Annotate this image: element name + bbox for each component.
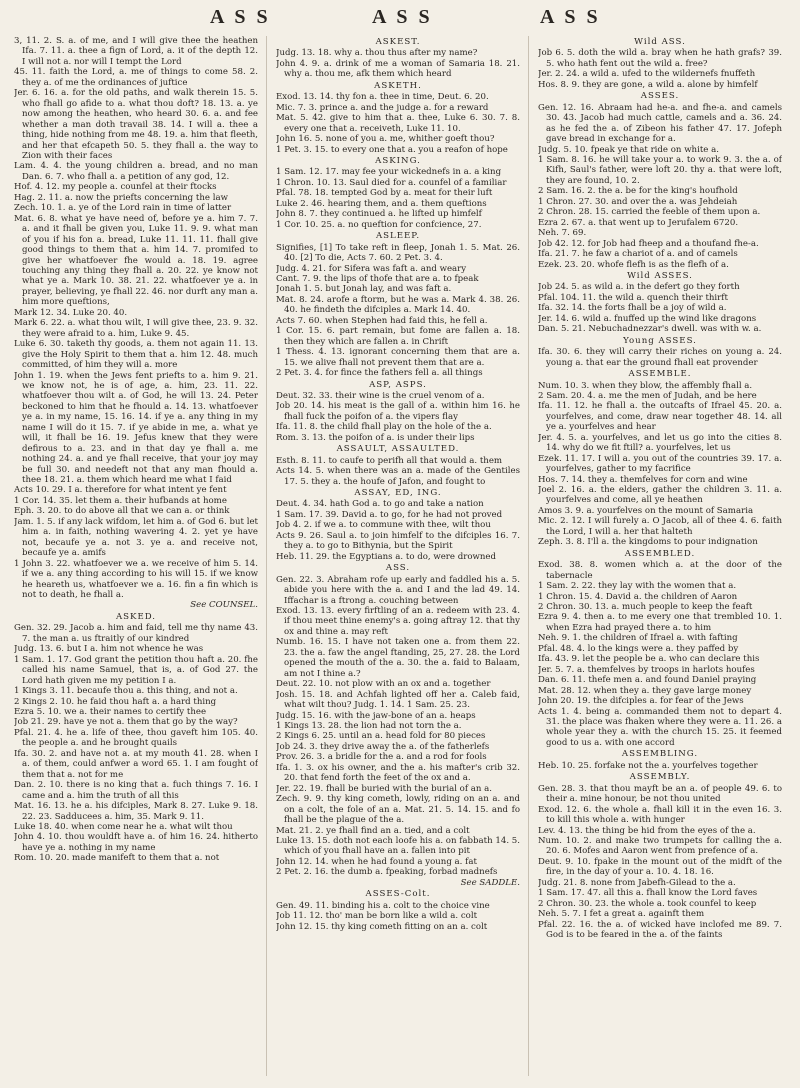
concordance-entry: Ifa. 21. 7. he faw a chariot of a. and of camels xyxy=(538,249,738,260)
entry-heading: ASKETH. xyxy=(374,80,422,91)
concordance-entry: Deut. 4. 34. hath God a. to go and take a nation xyxy=(276,499,484,510)
concordance-entry: Numb. 16. 15. I have not taken one a. from them 22. 23. the a. faw the angel ftanding, 25, 27. 28. the Lord opened the mouth of the a. 30. the a. faid to Balaam, am not I thine a.? xyxy=(276,637,520,679)
concordance-entry: Acts 1. 4. being a. commanded them not to depart 4. 31. the place was fhaken where they were a. 11. 26. a whole year they a. with the church 15. 25. it feemed good to us a. with one accord xyxy=(538,706,782,748)
concordance-entry: Luke 6. 30. taketh thy goods, a. them not again 11. 13. give the Holy Spirit to them that a. him 12. 48. much committed, of him they will a. more xyxy=(14,339,258,371)
concordance-entry: Signifies, [1] To take reft in fleep, Jonah 1. 5. Mat. 26. 40. [2] To die, Acts 7. 60. 2 Pet. 3. 4. xyxy=(276,242,520,264)
concordance-entry: Hos. 7. 14. they a. themfelves for corn and wine xyxy=(538,474,748,485)
concordance-entry: Gen. 12. 16. Abraam had he-a. and fhe-a. and camels 30. 43. Jacob had much cattle, camels and a. 36. 24. as he fed the a. of Zibeon his father 47. 17. Jofeph gave bread in exchange for a. xyxy=(538,102,782,145)
concordance-entry: Jonah 1. 5. but Jonah lay, and was faft a. xyxy=(276,284,452,295)
concordance-entry: Pfal. 48. 4. lo the kings were a. they paffed by xyxy=(538,643,739,654)
concordance-entry: Zeph. 3. 8. I'll a. the kingdoms to pour indignation xyxy=(538,537,758,548)
concordance-entry: Ifa. 11. 8. the child fhall play on the hole of the a. xyxy=(276,422,492,433)
concordance-entry: Exod. 38. 8. women which a. at the door of the tabernacle xyxy=(538,560,782,581)
concordance-entry: Jer. 22. 19. fhall be buried with the burial of an a. xyxy=(276,783,493,794)
entry-heading: ASLEEP. xyxy=(375,231,421,242)
concordance-entry: Mic. 2. 12. I will furely a. O Jacob, all of thee 4. 6. faith the Lord, I will a. her that halteth xyxy=(538,516,782,537)
concordance-entry: Deut. 32. 33. their wine is the cruel venom of a. xyxy=(276,390,485,401)
concordance-entry: Mat. 28. 12. when they a. they gave large money xyxy=(538,685,752,696)
concordance-entry: Exod. 13. 13. every firftling of an a. redeem with 23. 4. if thou meet thine enemy's a. going aftray 12. that thy ox and thine a. may reft xyxy=(276,606,520,637)
concordance-entry: Ifa. 43. 9. let the people be a. who can declare this xyxy=(538,654,760,665)
concordance-entry: 1 Chron. 15. 4. David a. the children of Aaron xyxy=(538,591,738,602)
column-1 xyxy=(14,36,258,1082)
header-right: A S S xyxy=(540,6,601,28)
concordance-entry: Job 11. 12. tho' man be born like a wild a. colt xyxy=(276,911,478,922)
concordance-entry: John 12. 14. when he had found a young a. fat xyxy=(276,856,477,867)
concordance-entry: Mat. 5. 42. give to him that a. thee, Luke 6. 30. 7. 8. every one that a. receiveth, Luke 11. 10. xyxy=(276,113,520,134)
see-also: See SADDLE. xyxy=(460,877,520,888)
concordance-entry: Mark 12. 34. Luke 20. 40. xyxy=(14,307,128,318)
concordance-entry: Neh. 7. 69. xyxy=(538,228,587,239)
concordance-entry: Jer. 5. 7. a. themfelves by troops in harlots houfes xyxy=(538,664,755,675)
entry-heading: ASSEMBLING. xyxy=(621,749,699,760)
concordance-entry: Ezek. 11. 17. I will a. you out of the countries 39. 17. a. yourfelves, gather to my facrifice xyxy=(538,453,782,475)
concordance-entry: Exod. 13. 14. thy fon a. thee in time, Deut. 6. 20. xyxy=(276,92,489,103)
concordance-entry: Mat. 8. 24. arofe a ftorm, but he was a. Mark 4. 38. 26. 40. he findeth the difciples a. Mark 14. 40. xyxy=(276,294,520,316)
concordance-entry: Pfal. 21. 4. he a. life of thee, thou gaveft him 105. 40. the people a. and he brought quails xyxy=(14,727,258,749)
concordance-entry: John 16. 5. none of you a. me, whither goeft thou? xyxy=(276,134,495,145)
concordance-entry: Jer. 2. 24. a wild a. ufed to the wildernefs fnuffeth xyxy=(538,69,756,80)
concordance-entry: Jer. 14. 6. wild a. fnuffed up the wind like dragons xyxy=(538,313,757,324)
concordance-entry: Hof. 4. 12. my people a. counfel at their ftocks xyxy=(14,182,217,193)
concordance-entry: Hos. 8. 9. they are gone, a wild a. alone by himfelf xyxy=(538,79,758,90)
concordance-entry: 2 Kings 6. 25. until an a. head fold for 80 pieces xyxy=(276,731,486,742)
concordance-entry: Neh. 9. 1. the children of Ifrael a. with fafting xyxy=(538,633,738,644)
concordance-entry: Ezra 2. 67. a. that went up to Jerufalem 6720. xyxy=(538,217,739,228)
concordance-entry: Mic. 7. 3. prince a. and the judge a. for a reward xyxy=(276,102,489,113)
concordance-entry: Pfal. 104. 11. the wild a. quench their thirft xyxy=(538,292,728,303)
concordance-entry: 1 Cor. 10. 25. a. no queftion for confcience, 27. xyxy=(276,219,482,230)
concordance-entry: Deut. 22. 10. not plow with an ox and a. together xyxy=(276,679,491,690)
concordance-entry: Joel 2. 16. a. the elders, gather the children 3. 11. a. yourfelves and come, all ye heathen xyxy=(538,485,782,506)
concordance-entry: Luke 18. 40. when come near he a. what wilt thou xyxy=(14,821,233,832)
concordance-entry: Judg. 15. 16. with the jaw-bone of an a. heaps xyxy=(276,710,476,721)
entry-heading: ASKEST. xyxy=(375,37,421,47)
entry-heading: ASS. xyxy=(385,563,411,574)
concordance-entry: Judg. 13. 6. but I a. him not whence he was xyxy=(14,644,204,655)
concordance-entry: Pfal. 22. 16. the a. of wicked have inclofed me 89. 7. God is to be feared in the a. of the faints xyxy=(538,919,782,941)
concordance-entry: Zech. 10. 1. a. ye of the Lord rain in time of latter xyxy=(14,203,232,214)
entry-heading: ASSES. xyxy=(640,91,680,102)
concordance-entry: John 12. 15. thy king cometh fitting on an a. colt xyxy=(276,921,488,932)
concordance-entry: 2 Kings 2. 10. he faid thou haft a. a hard thing xyxy=(14,696,217,707)
column-2 xyxy=(276,36,520,1082)
concordance-entry: Exod. 12. 6. the whole a. fhall kill it in the even 16. 3. to kill this whole a. with hunger xyxy=(538,804,782,826)
concordance-entry: John 4. 10. thou wouldft have a. of him 16. 24. hitherto have ye a. nothing in my name xyxy=(14,832,258,853)
concordance-entry: Acts 14. 5. when there was an a. made of the Gentiles 17. 5. they a. the houfe of Jafon, and fought to xyxy=(276,466,520,487)
concordance-entry: 1 Kings 13. 28. the lion had not torn the a. xyxy=(276,721,462,731)
concordance-entry: Dan. 6. 11. thefe men a. and found Daniel praying xyxy=(538,675,757,686)
concordance-entry: Job 42. 12. for Job had fheep and a thoufand fhe-a. xyxy=(538,238,759,249)
concordance-entry: Acts 9. 26. Saul a. to join himfelf to the difciples 16. 7. they a. to go to Bithynia, but the Spirit xyxy=(276,530,520,552)
entry-heading: ASKING. xyxy=(375,155,421,166)
concordance-entry: Gen. 49. 11. binding his a. colt to the choice vine xyxy=(276,900,490,911)
concordance-entry: Rom. 10. 20. made manifeft to them that a. not xyxy=(14,853,220,864)
concordance-entry: Rom. 3. 13. the poifon of a. is under their lips xyxy=(276,432,475,443)
concordance-entry: Mat. 21. 2. ye fhall find an a. tied, and a colt xyxy=(276,825,470,836)
running-header xyxy=(0,4,800,34)
concordance-entry: Job 4. 2. if we a. to commune with thee, wilt thou xyxy=(276,520,491,531)
concordance-entry: Luke 2. 46. hearing them, and a. them queftions xyxy=(276,198,487,209)
concordance-entry: Mark 6. 22. a. what thou wilt, I will give thee, 23. 9. 32. they were afraid to a. him, Luke 9. 45. xyxy=(14,318,258,339)
concordance-entry: Lam. 4. 4. the young children a. bread, and no man Dan. 6. 7. who fhall a. a petition of any god, 12. xyxy=(14,161,258,182)
concordance-entry: Lev. 4. 13. the thing be hid from the eyes of the a. xyxy=(538,825,756,836)
concordance-entry: Num. 10. 3. when they blow, the affembly fhall a. xyxy=(538,380,753,391)
concordance-entry: Judg. 5. 10. fpeak ye that ride on white a. xyxy=(538,144,719,155)
header-center: A S S xyxy=(372,6,433,28)
entry-heading: ASSAY, ED, ING. xyxy=(354,488,442,499)
concordance-entry: Esth. 8. 11. to caufe to perifh all that would a. them xyxy=(276,455,503,466)
concordance-entry: 1 Sam. 1. 17. God grant the petition thou haft a. 20. fhe called his name Samuel, that is, a. of God 27. the Lord hath given me my petition I a. xyxy=(14,654,258,686)
concordance-entry: 1 Cor. 15. 6. part remain, but fome are fallen a. 18. then they which are fallen a. in Chrift xyxy=(276,326,520,347)
concordance-entry: Ezek. 23. 20. whofe flefh is as the flefh of a. xyxy=(538,259,729,270)
concordance-entry: 1 Chron. 27. 30. and over the a. was Jehdeiah xyxy=(538,196,738,207)
concordance-entry: Amos 3. 9. a. yourfelves on the mount of Samaria xyxy=(538,505,754,516)
entry-heading: Young ASSES. xyxy=(623,335,697,346)
concordance-entry: Job 6. 5. doth the wild a. bray when he hath grafs? 39. 5. who hath fent out the wild a. free? xyxy=(538,48,782,69)
concordance-entry: Gen. 28. 3. that thou mayft be an a. of people 49. 6. to their a. mine honour, be not thou united xyxy=(538,783,782,805)
concordance-entry: 45. 11. faith the Lord, a. me of things to come 58. 2. they a. of me the ordinances of juftice xyxy=(14,67,258,88)
concordance-entry: 1 Sam. 8. 16. he will take your a. to work 9. 3. the a. of Kifh, Saul's father, were loft 20. thy a. that were loft, they are found, 10. 2. xyxy=(538,154,782,186)
concordance-entry: Eph. 3. 20. to do above all that we can a. or think xyxy=(14,506,230,517)
concordance-entry: Ezra 5. 10. we a. their names to certify thee xyxy=(14,707,207,717)
concordance-entry: Heb. 11. 29. the Egyptians a. to do, were drowned xyxy=(276,551,496,562)
concordance-entry: Judg. 4. 21. for Sifera was faft a. and weary xyxy=(276,263,467,274)
concordance-entry: Acts 7. 60. when Stephen had faid this, he fell a. xyxy=(276,315,488,326)
concordance-entry: Ifa. 1. 3. ox his owner, and the a. his mafter's crib 32. 20. that fend forth the feet of the ox and a. xyxy=(276,762,520,784)
concordance-entry: Acts 10. 29. I a. therefore for what intent ye fent xyxy=(14,485,227,496)
concordance-entry: 2 Pet. 3. 4. for fince the fathers fell a. all things xyxy=(276,368,483,379)
concordance-entry: 2 Chron. 30. 23. the whole a. took counfel to keep xyxy=(538,898,757,909)
column-3 xyxy=(538,36,782,1082)
header-left: A S S xyxy=(210,6,271,28)
concordance-entry: 1 Sam. 17. 39. David a. to go, for he had not proved xyxy=(276,509,503,520)
entry-heading: Wild ASS. xyxy=(634,37,686,47)
concordance-entry: 2 Sam. 20. 4. a. me the men of Judah, and be here xyxy=(538,390,757,401)
concordance-entry: Job 24. 3. they drive away the a. of the fatherlefs xyxy=(276,741,490,752)
concordance-entry: 1 John 3. 22. whatfoever we a. we receive of him 5. 14. if we a. any thing according to his will 15. if we know he heareth us, whatfoever we a. 16. fin a fin which is not to death, he fhall a. xyxy=(14,558,258,601)
columns xyxy=(14,36,790,1082)
see-also: See COUNSEL. xyxy=(190,600,258,611)
concordance-entry: 1 Sam. 12. 17. may fee your wickednefs in a. a king xyxy=(276,167,502,178)
concordance-entry: Judg. 13. 18. why a. thou thus after my name? xyxy=(276,48,478,59)
concordance-entry: 3, 11. 2. S. a. of me, and I will give thee the heathen Ifa. 7. 11. a. thee a fign of Lord, a. it of the depth 12. I will not a. nor will I tempt the Lord xyxy=(14,36,258,67)
concordance-entry: 1 Sam. 2. 22. they lay with the women that a. xyxy=(538,581,737,592)
concordance-entry: Hag. 2. 11. a. now the priefts concerning the law xyxy=(14,192,228,203)
concordance-entry: Dan. 2. 10. there is no king that a. fuch things 7. 16. I came and a. him the truth of all this xyxy=(14,780,258,801)
concordance-entry: Gen. 32. 29. Jacob a. him and faid, tell me thy name 43. 7. the man a. us ftraitly of our kindred xyxy=(14,623,258,644)
concordance-entry: 1 Pet. 3. 15. to every one that a. you a reafon of hope xyxy=(276,144,508,155)
concordance-entry: Deut. 9. 10. fpake in the mount out of the midft of the fire, in the day of your a. 10. 4. 18. 16. xyxy=(538,856,782,878)
concordance-entry: 1 Thess. 4. 13. ignorant concerning them that are a. 15. we alive fhall not prevent them that are a. xyxy=(276,347,520,368)
concordance-entry: Ifa. 30. 6. they will carry their riches on young a. 24. young a. that ear the ground fhall eat provender xyxy=(538,347,782,368)
concordance-entry: Jam. 1. 5. if any lack wifdom, let him a. of God 6. but let him a. in faith, nothing wavering 4. 2. yet ye have not, becaufe ye a. not 3. ye a. and receive not, becaufe ye a. amifs xyxy=(14,516,258,559)
entry-heading: ASSEMBLED. xyxy=(624,548,696,559)
concordance-entry: Ifa. 11. 12. he fhall a. the outcafts of Ifrael 45. 20. a. yourfelves, and come, draw near together 48. 14. all ye a. yourfelves and hear xyxy=(538,401,782,433)
concordance-entry: Heb. 10. 25. forfake not the a. yourfelves together xyxy=(538,760,758,771)
concordance-entry: Dan. 5. 21. Nebuchadnezzar's dwell. was with w. a. xyxy=(538,324,762,335)
concordance-entry: Jer. 4. 5. a. yourfelves, and let us go into the cities 8. 14. why do we fit ftill? a. yourfelves, let us xyxy=(538,432,782,454)
entry-heading: ASSEMBLE. xyxy=(628,369,692,380)
concordance-entry: 2 Sam. 16. 2. the a. be for the king's houfhold xyxy=(538,186,738,197)
concordance-entry: Zech. 9. 9. thy king cometh, lowly, riding on an a. and on a colt, the fole of an a. Mat. 21. 5. 14. 15. and fo fhall be the plague of the a. xyxy=(276,794,520,826)
concordance-entry: Ezra 9. 4. then a. to me every one that trembled 10. 1. when Ezra had prayed there a. to him xyxy=(538,612,782,633)
entry-heading: ASSAULT, ASSAULTED. xyxy=(336,444,460,455)
concordance-entry: Pfal. 78. 18. tempted God by a. meat for their luft xyxy=(276,188,493,199)
concordance-entry: John 4. 9. a. drink of me a woman of Samaria 18. 21. why a. thou me, afk them which heard xyxy=(276,58,520,80)
concordance-entry: Prov. 26. 3. a bridle for the a. and a rod for fools xyxy=(276,752,487,763)
concordance-entry: Job 21. 29. have ye not a. them that go by the way? xyxy=(14,717,238,728)
concordance-entry: John 20. 19. the difciples a. for fear of the Jews xyxy=(538,696,744,707)
concordance-entry: Cant. 7. 9. the lips of thofe that are a. to fpeak xyxy=(276,273,479,284)
concordance-entry: Job 24. 5. as wild a. in the defert go they forth xyxy=(538,282,740,293)
concordance-entry: Josh. 15. 18. and Achfah lighted off her a. Caleb faid, what wilt thou? Judg. 1. 14. 1 Sam. 25. 23. xyxy=(276,689,520,711)
concordance-entry: Num. 10. 2. and make two trumpets for calling the a. 20. 6. Mofes and Aaron went from prefence of a. xyxy=(538,835,782,857)
concordance-entry: Ifa. 32. 14. the forts fhall be a joy of wild a. xyxy=(538,303,727,314)
concordance-entry: Jer. 6. 16. a. for the old paths, and walk therein 15. 5. who fhall go afide to a. what thou doft? 18. 13. a. ye now among the heathen, who heard 30. 6. a. and fee whether a man doth travail 38. 14. I will a. thee a thing, hide nothing from me 48. 19. a. him that fleeth, and her that efcapeth 50. 5. they fhall a. the way to Zion with their faces xyxy=(14,88,258,161)
entry-heading: ASSEMBLY. xyxy=(629,772,691,783)
concordance-entry: Job 20. 14. his meat is the gall of a. within him 16. he fhall fuck the poifon of a. the vipers flay xyxy=(276,401,520,422)
entry-heading: Wild ASSES. xyxy=(627,270,693,281)
concordance-entry: 1 Chron. 10. 13. Saul died for a. counfel of a familiar xyxy=(276,177,507,188)
concordance-entry: 2 Chron. 28. 15. carried the feeble of them upon a. xyxy=(538,207,761,218)
entry-heading: ASKED. xyxy=(115,611,157,622)
concordance-entry: Mat. 6. 8. what ye have need of, before ye a. him 7. 7. a. and it fhall be given you, Luke 11. 9. 9. what man of you if his fon a. bread, Luke 11. 11. 11. fhall give good things to them that a. him 14. 7. promifed to give her whatfoever fhe would a. 18. 19. agree touching any thing they fhall a. 20. 22. ye know not what ye a. Mark 10. 38. 21. 22. whatfoever ye a. in prayer, believing, ye fhall 22. 46. nor durft any man a. him more queftions, xyxy=(14,213,258,308)
concordance-entry: Mat. 16. 13. he a. his difciples, Mark 8. 27. Luke 9. 18. 22. 23. Sadducees a. him, 35. Mark 9. 11. xyxy=(14,801,258,822)
concordance-entry: John 1. 19. when the Jews fent priefts to a. him 9. 21. we know not, he is of age, a. him, 23. 11. 22. whatfoever thou wilt a. of God, he will 13. 24. Peter beckoned to him that he fhould a. 14. 13. whatfoever ye a. in my name, 15. 16. 14. if ye a. any thing in my name I will do it 15. 7. if ye abide in me, a. what ye will, it fhall be 16. 19. Jefus knew that they were defirous to a. 23. and in that day ye fhall a. me nothing 24. a. and ye fhall receive, that your joy may be full 30. and needeft not that any man fhould a. thee 18. 21. a. them which heard me what I faid xyxy=(14,370,258,486)
concordance-entry: 1 Sam. 17. 47. all this a. fhall know the Lord faves xyxy=(538,888,758,899)
concordance-entry: 2 Pet. 2. 16. the dumb a. fpeaking, forbad madnefs xyxy=(276,867,498,878)
concordance-entry: Gen. 22. 3. Abraham rofe up early and faddled his a. 5. abide you here with the a. and I and the lad 49. 14. Iffachar is a ftrong a. couching between xyxy=(276,574,520,606)
concordance-entry: Neh. 5. 7. I fet a great a. againft them xyxy=(538,909,705,920)
concordance-entry: 1 Kings 3. 11. becaufe thou a. this thing, and not a. xyxy=(14,686,238,697)
entry-heading: ASSES-Colt. xyxy=(365,889,431,900)
concordance-entry: 1 Cor. 14. 35. let them a. their hufbands at home xyxy=(14,495,227,506)
concordance-entry: 2 Chron. 30. 13. a. much people to keep the feaft xyxy=(538,602,753,613)
concordance-entry: Luke 13. 15. doth not each loofe his a. on fabbath 14. 5. which of you fhall have an a. fallen into pit xyxy=(276,835,520,857)
entry-heading: ASP, ASPS. xyxy=(369,379,427,390)
concordance-entry: Ifa. 30. 2. and have not a. at my mouth 41. 28. when I a. of them, could anfwer a word 65. 1. I am fought of them that a. not for me xyxy=(14,748,258,780)
concordance-entry: Judg. 21. 8. none from Jabefh-Gilead to the a. xyxy=(538,877,736,888)
concordance-entry: John 8. 7. they continued a. he lifted up himfelf xyxy=(276,209,482,220)
